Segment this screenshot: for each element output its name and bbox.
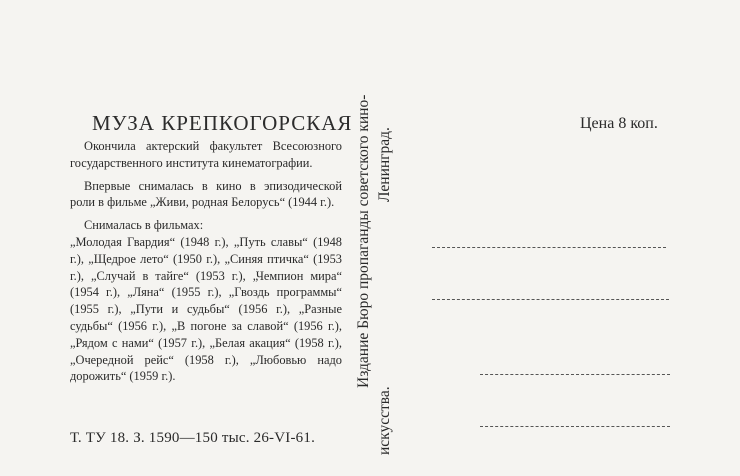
bio-paragraph-education: Окончила актерский факультет Всесоюзного государственного института кинематографии. bbox=[70, 139, 342, 170]
publisher-line-1: Издание Бюро пропаганды советского кино- bbox=[355, 95, 372, 389]
address-line bbox=[480, 426, 670, 427]
price-label: Цена 8 коп. bbox=[580, 115, 658, 132]
actress-name-title: МУЗА КРЕПКОГОРСКАЯ bbox=[92, 111, 353, 135]
bio-paragraph-debut: Впервые снималась в кино в эпизодической роли в фильме „Живи, родная Белорусь“ (1944 г.). bbox=[70, 178, 342, 210]
address-line bbox=[480, 374, 670, 375]
publisher-line-2 bbox=[374, 95, 396, 455]
print-imprint: Т. ТУ 18. З. 1590—150 тыс. 26-VI-61. bbox=[70, 430, 316, 446]
publisher-line-2-text: искусства. bbox=[376, 386, 393, 455]
filmography bbox=[70, 217, 342, 385]
filmography-heading: Снималась в фильмах: bbox=[84, 218, 204, 233]
publisher-city: Ленинград. bbox=[376, 127, 393, 203]
biography-text bbox=[70, 138, 342, 391]
address-line bbox=[432, 299, 669, 300]
address-line bbox=[432, 247, 666, 248]
filmography-list: „Молодая Гвардия“ (1948 г.), „Путь славы“ (1948 г.), „Щедрое лето“ (1950 г.), „Синяя птичка“ (1953 г.), „Случай в тайге“ (1953 г.), „Чемпион мира“ (1954 г.), „Ляна“ (1955 г.), „Гвоздь программы“ (1955 г.), „Пути и судьбы“ (1956 г.), „Разные судьбы“ (1956 г.), „В погоне за славой“ (1956 г.), „Рядом с нами“ (1957 г.), „Белая акация“ (1958 г.), „Очередной рейс“ (1958 г.), „Любовью надо дорожить“ (1959 г.). bbox=[70, 234, 342, 384]
